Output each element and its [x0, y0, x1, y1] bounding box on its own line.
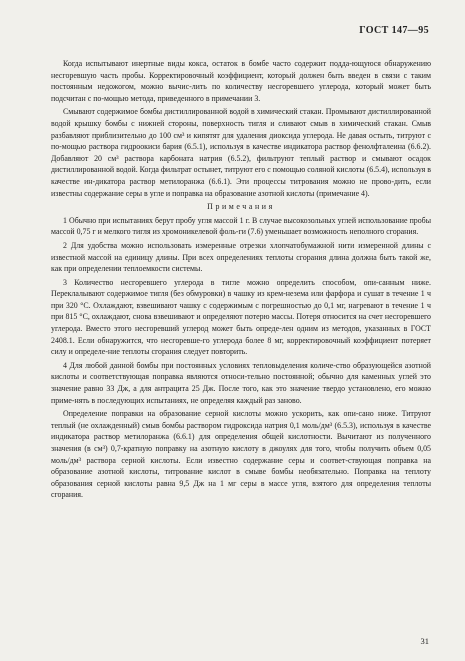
paragraph-incomplete-combustion: Когда испытывают инертные виды кокса, остаток в бомбе часто содержит подда-ющуюся обнаружению несгоревшую часть пробы. Корректировочный коэффициент, который должен быть введен в связи с таким постоянным недожогом, можно вычис-лить по количеству несгоревшего углерода, который может быть подсчитан с по-мощью метода, приведенного в примечании 3.: [51, 59, 431, 103]
document-body: [51, 58, 431, 503]
notes-heading: Примечания: [207, 202, 275, 212]
standard-code-header: ГОСТ 147—95: [359, 25, 429, 36]
note-4: 4 Для любой данной бомбы при постоянных условиях тепловыделения количе-ство образующейся азотной кислоты и соответствующая поправка являются относи-тельно постоянной; обычно для каменных углей это значение равно 33 Дж, а для антрацита 25 Дж. После того, как это значение твердо установлено, его можно приме-нять в последующих испытаниях, не определяя каждый раз заново.: [51, 360, 431, 405]
note-sulfuric-acid-correction: Определение поправки на образование серной кислоты можно ускорить, как опи-сано ниже. Титруют теплый (не охлажденный) смыв бомбы раствором гидроксида натрия 0,1 моль/дм³ (6.5.3), используя в качестве индикатора раствор метилоранжа (6.6.1) для определения общей кислотности. Вычитают из полученного значения (в см³) 0,7-кратную поправку на азотную кислоту в джоулях для того, чтобы получить объем 0,05 моль/дм³ раствора серной кислоты. Если известно содержание серы и соответ-ствующая поправка на образование азотной кислоты, титрование кислот в смыве бомбы необязательно. Поправка на теплоту образования серной кислоты равна 9,5 Дж на 1 мг серы в массе угля, взятого для определения теплоты сгорания.: [51, 409, 431, 500]
paragraph-bomb-washing-titration: Смывают содержимое бомбы дистиллированной водой в химический стакан. Промывают дистиллированной водой крышку бомбы с нижней стороны, поверхность тигля и сливают смыв в химический стакан. Смыв разбавляют приблизительно до 100 см³ и кипятят для удаления диоксида углерода. Не давая остыть, титруют с по-мощью раствора гидроокиси бария (6.5.1), используя в качестве индикатора раствор фенолфталеина (6.6.2). Добавляют 20 см³ раствора карбоната натрия (6.5.2), фильтруют теплый раствор и смывают осадок дистиллированной водой. Когда фильтрат остынет, титруют его с помощью соляной кислоты (6.5.4), используя в качестве ин-дикатора раствор метилоранжа (6.6.1). Эти процессы титрования можно не прово-дить, если известны содержание серы в угле и поправка на образование азотной кислоты (примечание 4).: [51, 107, 431, 198]
page-number: 31: [420, 636, 429, 646]
note-1: 1 Обычно при испытаниях берут пробу угля массой 1 г. В случае высокозольных углей использование пробы массой 0,75 г и мелкого тигля из хромоникелевой фоль-ги (7.6) уменьшает возможность неполного сгорания.: [51, 215, 431, 237]
note-2: 2 Для удобства можно использовать измеренные отрезки хлопчатобумажной нити измеренной длины с известной массой на единицу длины. При всех определениях теплоты сгорания длина должна быть такой же, как при определении теплоемкости системы.: [51, 240, 431, 274]
note-3: 3 Количество несгоревшего углерода в тигле можно определить способом, опи-санным ниже. Переклалывают содержимое тигля (без обмуровки) в чашку из крем-незема или фарфора и сушат в течение 1 ч при 320 °С. Охлаждают, взвешивают чашку с содержимым с погрешностью до 0,1 мг, нагревают в течение 1 ч при 815 °С, охлаждают, снова взвешивают и определяют потерю массы. Потеря относится на счет несгоревшего углерода. Вместо этого несгоревший углерод может быть опреде-лен одним из методов, указанных в ГОСТ 2408.1. Если обнаружится, что несгоревше-го углерода более 8 мг, корректировочный коэффициент потеряет силу и определе-ние теплоты сгорания следует повторить.: [51, 277, 431, 357]
